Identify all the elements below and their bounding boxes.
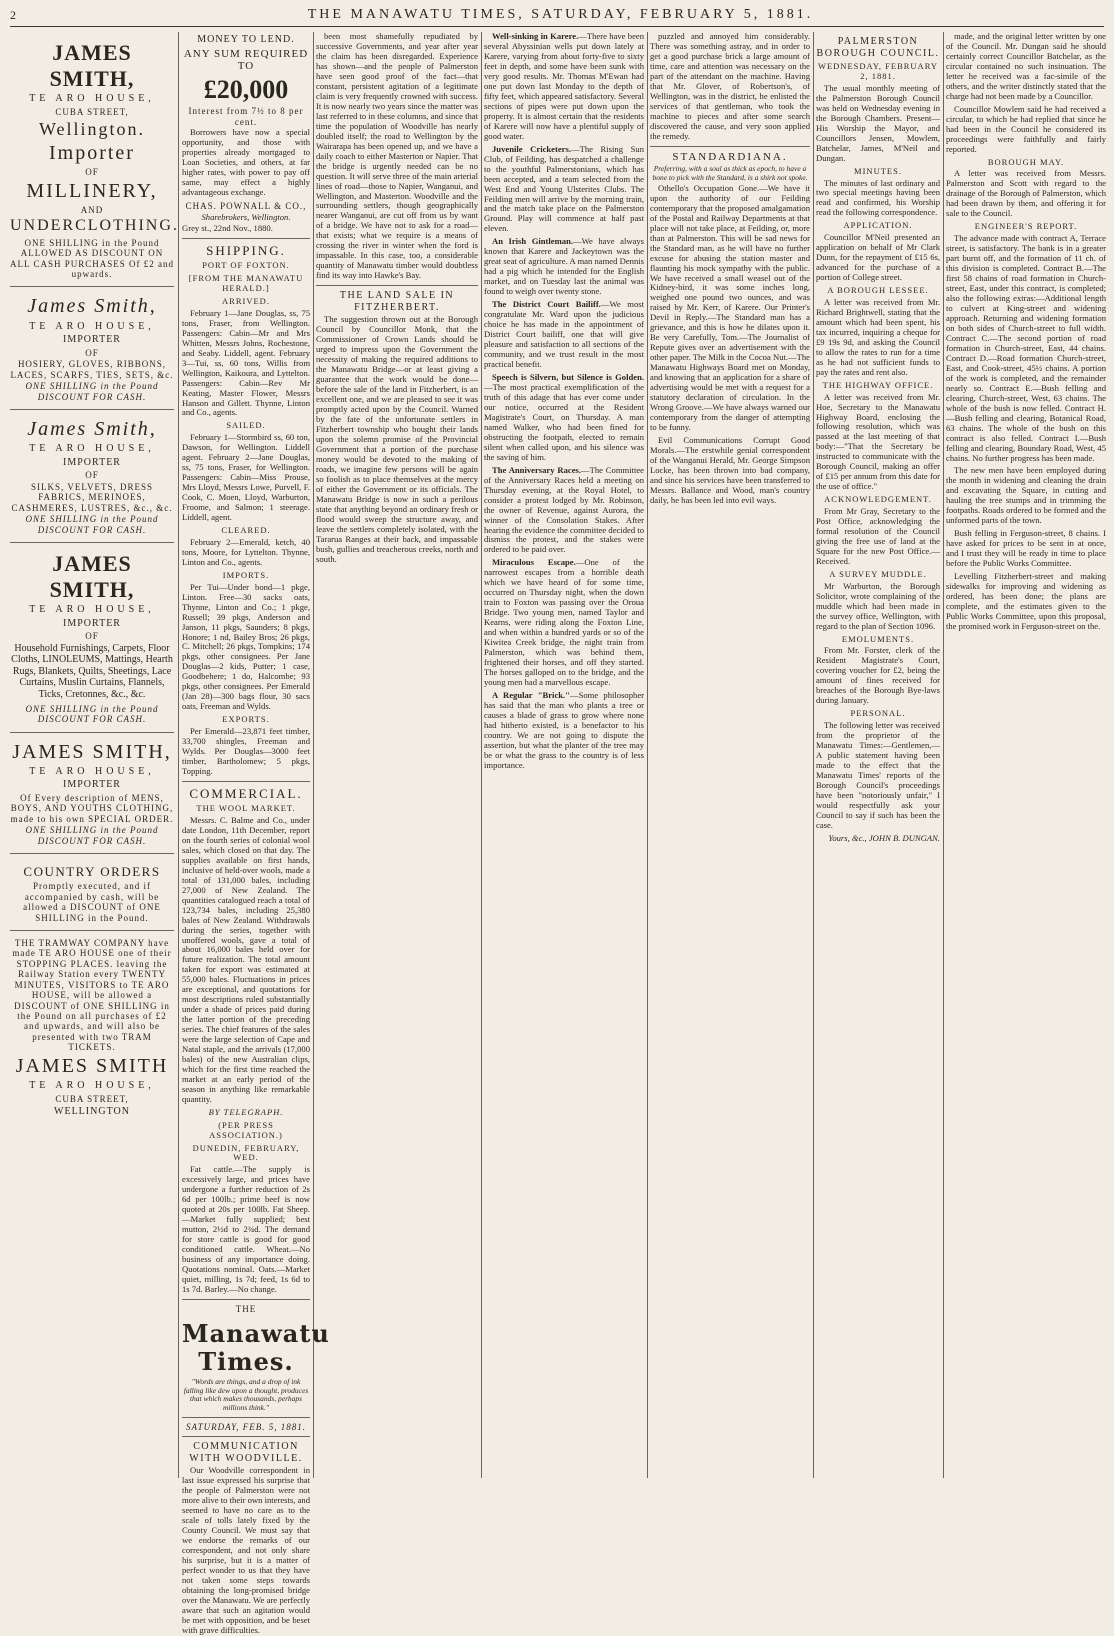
loan-amount: £20,000 [203,75,289,105]
item-body: —Some philosopher has said that the man who plants a tree or causes a blade of grass to grow where none had hitherto existed, is a benefactor to his country. We are not going to dispute the assertion, but what the planter of the tree may be or what the grass to the country is of less importance. [484,690,644,770]
advert-discount: ONE SHILLING in the Pound DISCOUNT FOR CASH. [25,825,159,846]
advert-text: THE TRAMWAY COMPANY have made TE ARO HOUSE one of their STOPPING PLACES. leaving the Railway Station every TWENTY MINUTES, VISITORS to TE ARO HOUSE, will be allowed a DISCOUNT of ONE SHILLING in the Pound on all purchases of £2 and upwards, and will also be presented with two TRAM TICKETS. [12,937,172,1053]
standardiana-body: Othello's Occupation Gone.—We have it upon the authority of our Feilding contemporary that the proposed amalgamation of the Postal and Railway Departments at that place will not take place, at Feilding, or, more than at Palmerston. This will be sad news for the Standard man, as he will have no further excuse for abusing the station master and flaunting his mock sympathy with the public. We have received a small weasel out of the Kidney-bird, it was some inches long, weighed one pound two ounces, and was raised by Mr. Kerr, of Karere. Our Printer's Devil in Reply.—The Standard man has a grievance, and this is how he dilates upon it. Be very Carefully, Tom.—The Journalist of Repute gives over an advertisement with the other paper. The Milk in the Cocoa Nut.—The Manawatu Highways Board met on Monday, and knowing that an application for a share of advertising would be met with a request for a statutory declaration of circulation. In the Wrong Groove.—We have always warned our contemporary from the danger of attempting to be funny. [650,182,810,433]
telegraph-heading: BY TELEGRAPH. [208,1106,284,1117]
telegraph-location: DUNEDIN, FEBRUARY, WED. [192,1142,300,1163]
wool-market-report: Messrs. C. Balme and Co., under date London, 11th December, report on the fourth series of colonial wool sales, which closed on that day. The supplies available on first hands, inclusive of held-over wools, made a total of 131,000 bales, including 27,000 of New Zealand. The quantities catalogued reach a total of 123,734 bales, including 25,380 bales of New Zealand. Withdrawals during the series, together with unoffered wools, gave a total of about 16,000 bales held over for future realization. The total amount taken for export was estimated at 55,000 bales. Fluctuations in prices are exceptional, and quotations for most descriptions ruled substantially under a shade of prices paid during the latter portion of the preceding series. The chief features of the sales were the large selection of Cape and Natal staple, and the arrivals (17,000 bales) of the new Australian clips, which for the first time reached the market at an early period of the season in anything like remarkable quantity. [182,814,310,1105]
shipping-imports: Per Tui—Under bond—1 pkge, Linton. Free—30 sacks oats, Thynne, Linton and Co.; 1 pkge, Russell; 39 pkgs, Anderson and Janson, 11 pkgs, Saunders; 8 pkgs, Honore; 1 nd, Bailey Bros; 26 pkgs, C. Mitchell; 26 pkgs, Tompkins; 174 pkgs, other consignees. Per Jane Douglas—2 kids, Putter; 1 case, Goodbehere; 1 do, Halcombe; 93 pkgs, other consignees. Per Emerald (Jan 28)—300 bags flour, 30 sacs oats, Freeman and Wylds. [182,581,310,712]
column-2 [182,32,330,1635]
council-personal-heading: PERSONAL. [850,708,906,719]
advert-line: ANY SUM REQUIRED TO [183,47,309,73]
paper-date: SATURDAY, FEB. 5, 1881. [185,1421,307,1432]
item-body: —The Committee of the Anniversary Races held a meeting on Thursday evening, at the Royal Hotel, to consider a protest lodged by Mr. Robinson, the owner of Revenue, against Aurora, the winner of the Consolation Stakes. After hearing the evidence the committee decided to dismiss the protest, and the stakes were ordered to be paid over. [484,464,644,555]
advert-furnishings [10,543,174,733]
advert-agent: CHAS. POWNALL & CO., [185,200,307,211]
article-title-land-sale: THE LAND SALE IN FITZHERBERT. [339,290,455,313]
shipping-arrived-heading: ARRIVED. [222,295,270,306]
advert-title: MONEY TO LEND. [197,34,295,45]
section-title-commercial: COMMERCIAL. [189,785,303,801]
page-title: THE MANAWATU TIMES, SATURDAY, FEBRUARY 5, 1881. [307,7,814,22]
item-body: —There have been several Abyssinian wells put down lately at Karere, varying from about forty-five to sixty feet in depth, and some have been sunk with very good results. Mr. Thomas M'Ewan had one put down last Monday to the depth of fifty feet, which appeared satisfactory. Several sections of pipes were put down upon the property. It is almost certain that the residents of Karere will now have a plentiful supply of good water. [484,31,644,141]
council-lessee-heading: A BOROUGH LESSEE. [827,285,929,296]
advert-house: TE ARO HOUSE, [29,443,155,455]
advert-town: Wellington. [38,119,146,140]
item-body: —We have always known that Karere and Jackeytown was the great seat of agriculture. A man named Dennis had a pig which he intended for the English market, and on Tuesday last the animal was found to weigh over twenty stone. [484,236,644,297]
advert-agent-2: Sharebrokers, Wellington. [201,212,291,223]
telegraph-source: (PER PRESS ASSOCIATION.) [209,1119,283,1140]
column-3 [316,32,478,1480]
item-heading: Well-sinking in Karere. [492,31,579,41]
council-minutes: The minutes of last ordinary and two special meetings having been read and confirmed, his Worship read the following correspondence. [816,177,940,218]
article-body-brick-cont: puzzled and annoyed him considerably. There was something astray, and in order to get a good purchase brick a large amount of time, care and attention was necessary on the part of the attendant on the machine. Having that Mr. Glover, of Robertson's, of Wellington, was in the district, he enlisted the services of that gentleman, who took the machine to pieces and after some search discovered the cause, and very soon applied the remedy. [650,31,810,141]
advert-importer: IMPORTER [63,456,121,468]
column-5 [650,32,810,1480]
column-4 [484,32,644,1480]
item-body: —One of the narrowest escapes from a horrible death which we have heard of for some time, occurred on Thursday night, when the down train to Foxton was passing over the Oroua Bridge. Two young men, named Taylor and Kearns, were riding along the Foxton Line, and when within a hundred yards or so of the Kiwitea Creek bridge, the night train from Palmerston, which was behind them, frightened their horses, and off they started. The horses galloped on to the bridge, and the young men had a marvellous escape. [484,557,645,688]
advert-of: Of Every description of MENS, BOYS, AND YOUTHS CLOTHING, made to his own SPECIAL ORDER. [10,792,174,824]
advert-street: CUBA STREET, [55,1093,129,1104]
advert-house: TE ARO HOUSE, [29,320,155,332]
advert-importer: IMPORTER [63,334,121,346]
column-7 [946,32,1106,1480]
advert-of: OF [85,167,99,178]
interest-rate: Interest from 7½ to 8 per cent. [188,106,304,127]
advert-of: OF [85,347,99,358]
advert-and: AND [80,204,104,215]
advert-importer: IMPORTER [63,617,121,629]
advert-goods: MILLINERY, [26,179,158,202]
council-emoluments-heading: EMOLUMENTS. [841,633,915,644]
standardiana-motto: Preferring, with a soul as thick as epoch, to have a bone to pick with the Standard, is a shirk not spoke. [652,164,808,183]
item-heading: A Regular "Brick." [492,690,570,700]
council-borough-map-heading: BOROUGH MAY. [987,156,1065,167]
advert-name: James Smith, [27,295,157,318]
advert-house: TE ARO HOUSE, [29,93,155,105]
article-body-woodville: Our Woodville correspondent in last issue expressed his surprise that the people of Palmerston were not more alive to their own interests, and seemed to have no care as to the scale of tolls lately fixed by the County Council. We must say that we endorse the remarks of our correspondent, and not only share his surprise, but it is a matter of perfect wonder to us that they have not taken some steps towards obtaining the long-promised bridge over the Manawatu. We are perfectly aware that such an agitation would be met with opposition, and be beset with grave difficulties. [182,1465,310,1635]
advert-discount: ONE SHILLING in the Pound ALLOWED AS DISCOUNT ON ALL CASH PURCHASES Of £2 and upwards. [10,237,174,280]
advert-text: Promptly executed, and if accompanied by cash, will be allowed a DISCOUNT of ONE SHILLING in the Pound. [23,881,161,923]
council-lessee: A letter was received from Mr. Richard Brightwell, stating that the amount which had been spent, his tax incurred, inquiring a cheque for £9 19s 9d, and asking the Council to allow the rates to run for a time as he had not sufficient funds to pay the rates and rent also. [816,296,940,377]
item-heading: Speech is Silvern, but Silence is Golden. [492,371,644,382]
standardiana-evil-communications: Evil Communications Corrupt Good Morals.—The erstwhile genial correspondent of the Wanganui Herald, Mr. George Simpson Locke, has been thrown into bad company, and since his services have been transferred to Messrs. Ballance and Wood, man's country daily, he has been led into evil ways. [650,435,810,505]
advert-clothing [10,733,174,855]
column-6 [816,32,940,1480]
shipping-port: PORT OF FOXTON. [202,260,290,271]
council-cont-a: made, and the original letter written by one of the Council. Mr. Dungan said he should certainly correct Councillor Batchelar, as the circular contained no such insinuation. The letter he received was a fac-simile of the others, and the writer distinctly stated that the charge had not been made by a Councillor. [946,31,1106,101]
council-emoluments: From Mr. Forster, clerk of the Resident Magistrate's Court, covering voucher for £2, being the amount of fines received for breaches of the Borough Bye-laws during January. [816,645,940,706]
council-borough-map: A letter was received from Messrs. Palmerston and Scott with regard to the drainage of the Borough of Palmerston, which had been drawn by them, and offering it for sale to the Council. [946,168,1106,219]
column-1 [10,32,179,1480]
council-survey: Mr Warburton, the Borough Solicitor, wrote complaining of the muddle which had been made in the survey office, Wellington, with regard to the plan of Section 1096. [816,580,940,631]
advert-name: JAMES SMITH, [49,551,135,602]
council-ack-heading: ACKNOWLEDGEMENT. [824,494,932,505]
paper-the: THE [235,1303,257,1314]
section-title-standardiana: STANDARDIANA. [672,150,788,163]
wool-market-heading: THE WOOL MARKET. [196,803,296,814]
advert-street: CUBA STREET, [55,106,129,117]
advert-date: Grey st., 22nd Nov., 1880. [182,223,273,234]
paper-logo: Manawatu Times. [182,1319,330,1377]
advert-tramway [10,931,174,1126]
shipping-cleared: February 2—Emerald, ketch, 40 tons, Moore, for Lyttelton. Thynne, Linton and Co., agents. [182,536,310,567]
shipping-sailed: February 1—Stormbird ss, 60 ton, Dawson, for Wellington. Liddell agent. February 2—Jane Douglas, ss, 75 tons, Fraser, for Wellington. Passengers: Cabin—Miss Prouse, Mrs Lloyd, Messrs Lowe, Purvell, F. Cook, C. Moen, Lloyd, Warburton, Froome, and Salmon; 1 steerage. Liddell, agent. [182,432,310,523]
advert-country-orders [10,854,174,931]
advert-body: Borrowers have now a special opportunity, and those with properties already mortgaged to Loan Societies, and others, at far higher rates, with power to pay off same, may effect a highly advantageous exchange. [182,127,310,197]
council-cont-b: Councillor Mowlem said he had received a circular, to which he had replied that since he had been in the Council he considered its proceedings were faithfully and fairly reported. [946,103,1106,154]
page-number: 2 [10,7,17,22]
council-highway-heading: THE HIGHWAY OFFICE. [822,379,934,390]
item-heading: The Anniversary Races. [492,464,581,475]
advert-goods: HOSIERY, GLOVES, RIBBONS, LACES, SCARFS, TIES, SETS, &c. [10,359,174,380]
item-heading: The District Court Bailiff. [492,299,601,310]
advert-goods: SILKS, VELVETS, DRESS FABRICS, MERINOES, CASHMERES, LUSTRES, &c., &c. [11,481,173,513]
advert-hosiery [10,287,174,410]
advert-title: COUNTRY ORDERS [23,864,161,880]
telegraph-report: Fat cattle.—The supply is excessively large, and prices have undergone a further reduction of 2s 6d per 100lb.; prime beef is now quoted at 20s per 100lb. Fat Sheep.—Market fully supplied; best mutton, 2½d to 2¾d. The demand for store cattle is good for good conditioned cattle. Wheat.—No business of any importance doing. Quotations nominal. Oats.—Market quiet, milling, 1s 7d; feed, 1s 6d to 1s 7d. Barley.—No change. [182,1164,310,1294]
item-body: —The Rising Sun Club, of Feilding, has despatched a challenge to the youthful Palmerstonians, which has been accepted, and a team selected from the West End and Young Ulsterites Clubs. The Feilding men will arrive by the morning train, and the match take place on the Palmerston Ground. Play will commence at half past eleven. [484,143,644,234]
shipping-exports-heading: EXPORTS. [222,714,270,725]
advert-discount: ONE SHILLING in the Pound DISCOUNT FOR CASH. [25,703,159,725]
shipping-exports: Per Emerald—23,871 feet timber, 33,700 shingles, Freeman and Wylds. Per Douglas—3000 feet timber, Bartholomew; 5 pkgs, Topping. [182,726,310,776]
council-intro: The usual monthly meeting of the Palmerston Borough Council was held on Wednesday evening in the Borough Chambers. Present—His Worship the Mayor, and Councillors Jensen, Mowlem, Batchelar, James, M'Neil and Dungan. [816,82,940,163]
paper-motto: "Words are things, and a drop of ink falling like dew upon a thought, produces that which makes thousands, perhaps millions think." [183,1376,309,1413]
item-body: —The most practical exemplification of the truth of this adage that has ever come under our notice, occurred at the Resident Magistrate's Court, on Thursday. A man named Walker, who had been fined for obstructing the footpath, elected to remain silent when called upon, and his silence was the saving of him. [484,381,644,462]
council-highway: A letter was received from Mr. Hoe, Secretary to the Manawatu Highway Board, enclosing the following resolution, which was passed at the last meeting of that body:—"That the Secretary be instructed to communicate with the Borough Council, making an offer of £15 per annum from this date for the use of office." [816,391,940,492]
item-heading: Juvenile Cricketers. [492,143,571,154]
article-title-woodville: COMMUNICATION WITH WOODVILLE. [189,1441,303,1464]
council-survey-heading: A SURVEY MUDDLE. [829,568,927,579]
council-ack: From Mr Gray, Secretary to the Post Office, acknowledging the formal resolution of the Council giving the free use of land at the Square for the new Post Office.—Received. [816,506,940,566]
item-heading: An Irish Gintleman. [492,236,574,247]
item-body: —We most congratulate Mr. Ward upon the judicious choice he has made in the appointment of District Court bailiff, one that will give pleasure and satisfaction to all sections of the community, and we trust result in the most practical benefit. [484,299,644,369]
council-engineer-report: The advance made with contract A, Terrace street, is satisfactory. The bank is in a greater part burnt off, and the formation of 11 ch. of this division is completed. Contract B.—The first 58 chains of road formation in Church-street, East, under this contract, is completed; also the following extras:—Additional length to culvert at King-street and widening approach. Returning and widening formation on both sides of Church-street to full width. Contract C.—The second portion of road formation in Church-street, East, 44 chains. Contract D.—Road formation Church-street, East, and Cook-street, 45½ chains. A portion of the work is completed, and the remainder nearly so. Contract E.—Bush felling and clearing, Church-street, West, 63 chains. The whole of the bush is now felled. Contract H.—Bush felling and clearing, Botanical Road, 63 chains. The whole of the bush on this contract is also felled. Contract I.—Bush felling and clearing, Boundary Road, West, 45 chains. No further progress has been made. [946,233,1106,463]
masthead [10,4,1104,27]
advert-name: JAMES SMITH, [12,740,172,763]
council-minutes-heading: MINUTES. [854,165,902,176]
advert-money-to-lend [182,34,310,127]
advert-name: JAMES SMITH, [49,40,135,91]
article-body-woodville-cont: been most shamefully repudiated by successive Governments, and year after year the claim has been disregarded. Experience has shown—and the people of Palmerston have seen good proof of the fact—that constant, persistent agitation of a legitimate claim is very frequently crowned with success. It is now nearly two years since the matter was last referred to in these columns, and since that time the population of Woodville has nearly doubled itself; the road to Wellington by the Wairarapa has been opened up, and we have a daily coach to either Masterton or Napier. That the bridge is urgently needed can be no question. It will serve three of the main arterial lines of road—those to Napier, Wanganui, and Wellington, and Masterton. Woodville and the surrounding settlers, though geographically nearer Wanganui, are cut off from us by want of a bridge. We have not to ask for a road—that exists; what we require is a means of crossing the river in winter when the ford is impassable. In this case, too, a considerable quantity of Manawatu timber would doubtless find its way into Hawke's Bay. [316,31,478,281]
council-personal: The following letter was received from the proprietor of the Manawatu Times:—Gentlemen,—A public statement having been made to the effect that the Manawatu Times' reports of the Borough Council's proceedings have been "notoriously unfair," I would respectfully ask your Council to say if such has been the case. [816,720,940,830]
council-date: WEDNESDAY, FEBRUARY 2, 1881. [817,61,939,82]
advert-discount: ONE SHILLING in the Pound DISCOUNT FOR CASH. [25,514,159,535]
shipping-arrived: February 1—Jane Douglas, ss, 75 tons, Fraser, from Wellington. Passengers: Cabin—Mr and Mrs Whitten, Messrs Johns, Rochestone, and Seaby. Liddell, agent. February 3—Tui, ss, 60 tons, Willis from Wellington, Kaikoura, and Lyttelton. Passengers: Cabin—Rev Mr Keating, Master Flower, Messrs Hanson and Gillett. Thynne, Linton and Co., agents. [182,307,310,418]
council-application-heading: APPLICATION. [843,220,913,231]
shipping-source: [FROM THE MANAWATU HERALD.] [188,273,304,294]
council-engineer-cont-e: Levelling Fitzherbert-street and making sidewalks for improving and widening as ordered, has been done; the plans are complete, and the estimates given to the Public Works Committee, upon this proposal, the promised work in Ferguson-street on the. [946,571,1106,631]
council-engineer-cont-c: The new men have been employed during the month in widening and cleaning the drain and excavating the Square, in cutting and hauling the tree stumps and in trimming the footpaths. Roads ordered to be formed and the unformed parts of the town. [946,465,1106,526]
advert-silks [10,410,174,543]
advert-goods: Household Furnishings, Carpets, Floor Cloths, LINOLEUMS, Mattings, Hearth Rugs, Blankets, Quilts, Sheetings, Lace Curtains, Muslin Curtains, Flannels, Ticks, Cretonnes, &c., &c. [11,642,173,701]
shipping-imports-heading: IMPORTS. [222,569,270,580]
advert-name: James Smith, [27,418,157,441]
advert-town: WELLINGTON [54,1105,130,1117]
article-body-land-sale: The suggestion thrown out at the Borough Council by Councillor Monk, that the Commissioner of Crown Lands should be urged to impress upon the Government the necessity of making the required additions to the Manawatu Bridge—or at least giving a guarantee that the work would be done—before the sale of the land in Fitzherbert, is an excellent one, and we are pleased to see it was promptly acted upon by the Council. Warned by the fate of the unfortunate settlers in Fitzherbert township who bought their lands upon the solemn promise of the Provincial Government that a portion of the purchase money would be devoted to the making of roads, we imagine few persons will be again so foolish as to place themselves at the mercy of either the Government or its officials. The Manawatu Bridge is now in such a perilous state that anything beyond an ordinary fresh or flood would sweep the structure away, and leave the settlers completely isolated, with the Tararua Ranges at their back, and impassable bush, gullies and treacherous creeks, north and south. [316,314,478,564]
section-title-borough-council: PALMERSTON BOROUGH COUNCIL. [816,36,940,59]
council-engineer-heading: ENGINEER'S REPORT. [974,221,1078,232]
advert-of: OF [85,631,99,642]
advert-goods-2: UNDERCLOTHING. [10,217,179,235]
council-application: Councillor M'Neil presented an application on behalf of Mr Clark Dunn, for the repayment of £15 6s, advanced for the purchase of a portion of College street. [816,232,940,283]
advert-discount: ONE SHILLING in the Pound DISCOUNT FOR CASH. [25,381,159,402]
item-heading: Miraculous Escape. [492,557,576,568]
advert-house: TE ARO HOUSE, [29,604,155,616]
council-engineer-cont-d: Bush felling in Ferguson-street, 8 chains. I have asked for prices to be sent in at once, and I trust they will be ready in time to place before the Public Works Committee. [946,528,1106,569]
advert-millinery [10,32,179,287]
advert-house: TE ARO HOUSE, [29,765,155,777]
advert-name: JAMES SMITH [15,1054,169,1077]
section-title-shipping: SHIPPING. [206,243,286,259]
advert-of: OF [85,470,99,481]
advert-importer: Importer [49,141,135,164]
advert-importer: IMPORTER [63,779,121,791]
council-letter-signature: Yours, &c., JOHN B. DUNGAN. [828,832,940,843]
shipping-sailed-heading: SAILED. [226,420,266,431]
shipping-cleared-heading: CLEARED. [221,525,271,536]
advert-house: TE ARO HOUSE, [29,1079,155,1091]
